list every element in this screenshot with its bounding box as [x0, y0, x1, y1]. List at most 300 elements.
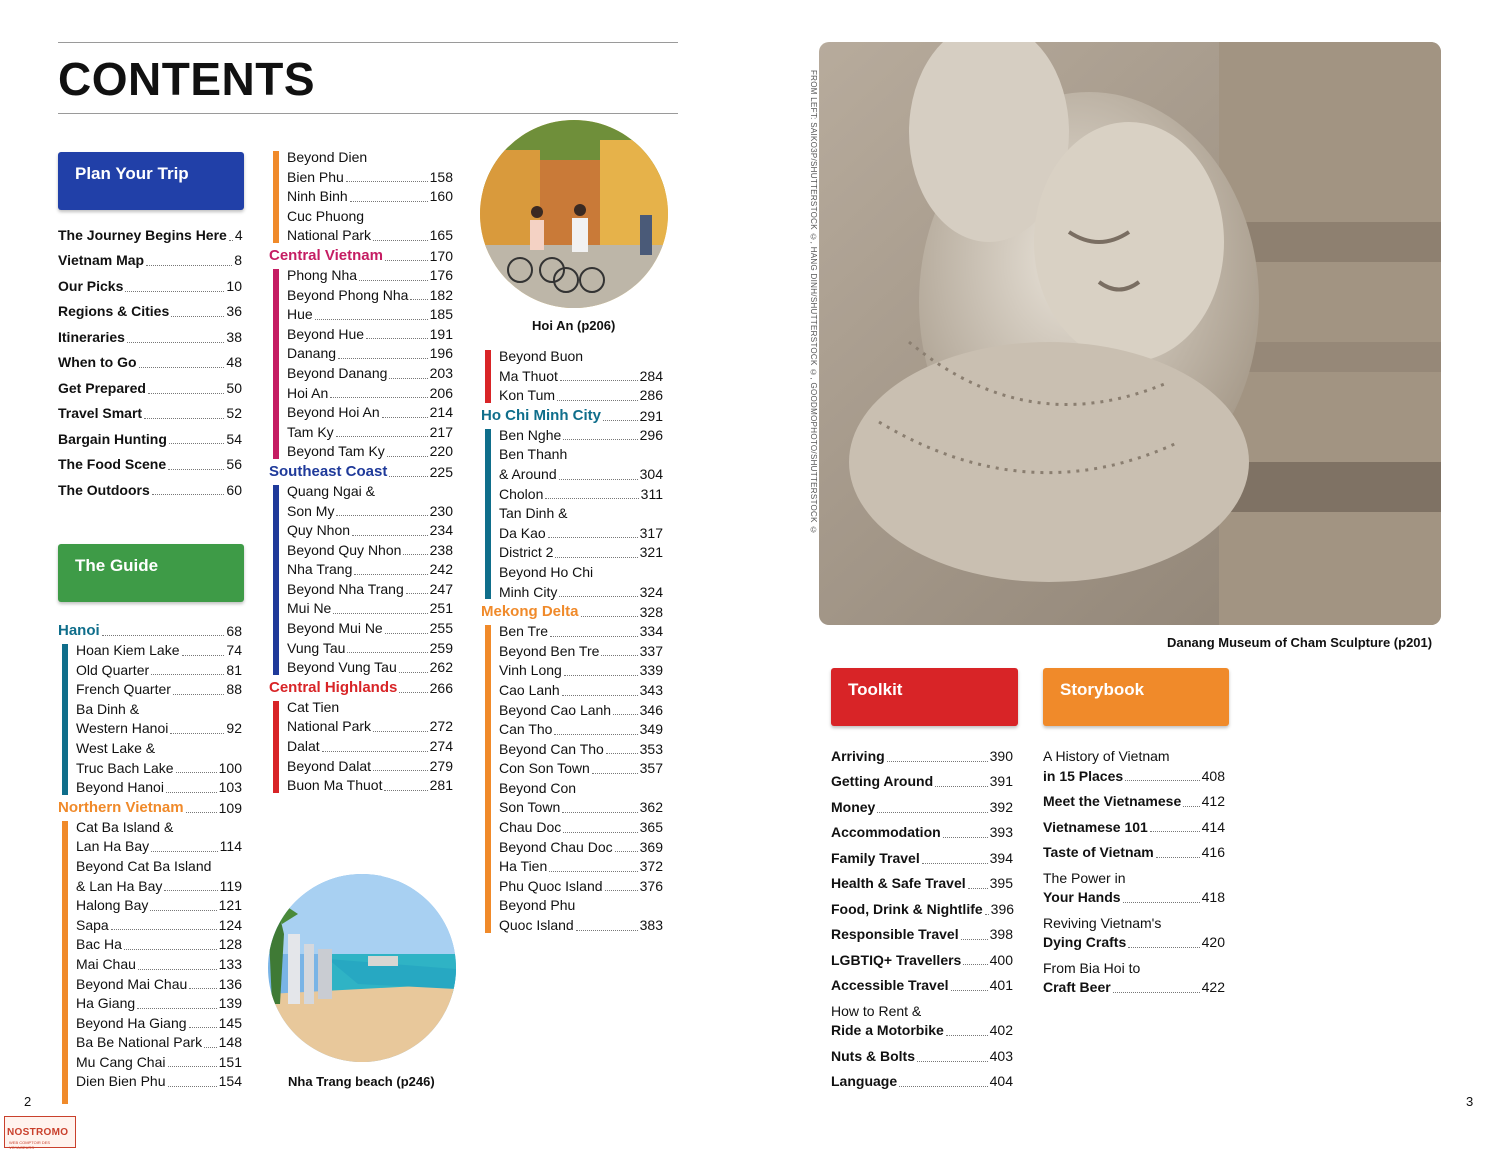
danang-caption: Danang Museum of Cham Sculpture (p201) — [1167, 635, 1433, 650]
region-southeast-coast[interactable]: Southeast Coast 225 — [269, 462, 453, 480]
logo-tagline: WEB COMPTOIR DES VOYAGEURS — [9, 1140, 51, 1150]
dot-leader — [1156, 857, 1200, 858]
toc-entry[interactable] — [76, 935, 242, 955]
toc-entry-title: Truc Bach Lake — [76, 759, 174, 776]
toc-entry-page: 10 — [226, 277, 242, 294]
toc-entry-first-line: Beyond Ho Chi — [499, 563, 594, 580]
toc-entry[interactable] — [76, 739, 242, 778]
toc-entry-page: 217 — [429, 423, 453, 440]
toc-entry-title: Sapa — [76, 916, 109, 933]
region-northern-vietnam[interactable]: Northern Vietnam 109 — [58, 798, 242, 816]
dot-leader — [410, 299, 427, 300]
toc-entry-title: Ha Giang — [76, 995, 136, 1012]
toc-entry-title: Old Quarter — [76, 661, 150, 678]
dot-leader — [139, 367, 225, 368]
toc-entry-title: Mai Chau — [76, 955, 136, 972]
toc-entry-title: Bac Ha — [76, 936, 122, 953]
toc-entry[interactable] — [58, 226, 242, 246]
dot-leader — [985, 914, 989, 915]
toc-entry-page: 50 — [226, 379, 242, 396]
dot-leader — [330, 397, 427, 398]
dot-leader — [373, 770, 428, 771]
toc-entry[interactable] — [831, 874, 1013, 894]
toc-entry-page: 404 — [989, 1073, 1013, 1090]
toc-entry-first-line: Quang Ngai & — [287, 482, 375, 499]
toc-entry-title: Ma Thuot — [499, 367, 558, 384]
toc-entry[interactable] — [831, 951, 1013, 971]
dot-leader — [963, 964, 987, 965]
toc-entry-page: 220 — [429, 443, 453, 460]
dot-leader — [189, 1027, 217, 1028]
dot-leader — [613, 714, 638, 715]
toc-entry[interactable] — [287, 580, 453, 600]
toc-entry[interactable] — [499, 838, 663, 858]
toc-entry-page: 133 — [218, 955, 242, 972]
toc-entry-page: 420 — [1201, 934, 1225, 951]
toc-entry[interactable] — [76, 680, 242, 700]
region-hanoi[interactable]: Hanoi 68 — [58, 622, 242, 639]
toc-entry-page: 262 — [429, 659, 453, 676]
hoi-an-photo — [480, 120, 668, 308]
toc-entry[interactable] — [499, 543, 663, 563]
toc-entry[interactable] — [287, 148, 453, 187]
toc-entry-title: Con Son Town — [499, 760, 590, 777]
toc-entry-title: Beyond Ben Tre — [499, 642, 600, 659]
dot-leader — [382, 417, 428, 418]
region-central-highlands[interactable]: Central Highlands 266 — [269, 678, 453, 696]
toc-entry-title: Da Kao — [499, 524, 546, 541]
toc-entry-title: Ben Tre — [499, 623, 549, 640]
toc-entry-title: Ba Be National Park — [76, 1034, 203, 1051]
dot-leader — [917, 1061, 988, 1062]
northern-group — [76, 818, 242, 1092]
toc-entry[interactable] — [499, 681, 663, 701]
toc-entry[interactable] — [58, 404, 242, 424]
toc-entry-page: 238 — [429, 541, 453, 558]
toc-entry[interactable] — [831, 1002, 1013, 1041]
toc-entry[interactable] — [287, 403, 453, 423]
toc-entry-title: Beyond Danang — [287, 364, 388, 381]
toc-entry-title: Beyond Phong Nha — [287, 286, 409, 303]
toc-entry-page: 100 — [218, 759, 242, 776]
toc-entry[interactable] — [287, 698, 453, 737]
toc-entry[interactable] — [499, 347, 663, 386]
toc-entry-title: Dien Bien Phu — [76, 1073, 166, 1090]
toc-entry-first-line: Cat Ba Island & — [76, 818, 174, 835]
dot-leader — [336, 436, 428, 437]
title-rule — [58, 113, 678, 114]
toc-entry[interactable] — [499, 779, 663, 818]
toc-entry[interactable] — [287, 187, 453, 207]
toc-entry-page: 251 — [429, 600, 453, 617]
storybook-button[interactable]: Storybook — [1043, 668, 1229, 726]
central-group — [287, 266, 453, 462]
toc-entry[interactable] — [287, 266, 453, 286]
toc-entry[interactable] — [76, 857, 242, 896]
toc-entry-title: Beyond Ha Giang — [76, 1014, 187, 1031]
right-page-number: 3 — [1466, 1094, 1474, 1109]
dot-leader — [559, 596, 637, 597]
toc-entry[interactable] — [76, 1072, 242, 1092]
toc-entry[interactable] — [1043, 869, 1225, 908]
toc-entry-page: 160 — [429, 188, 453, 205]
southeast-group — [287, 482, 453, 678]
northern-cont-group — [287, 148, 453, 246]
toc-entry[interactable] — [287, 658, 453, 678]
toc-entry-title: Vinh Long — [499, 662, 562, 679]
toc-entry-title: French Quarter — [76, 681, 171, 698]
dot-leader — [562, 695, 638, 696]
toc-entry[interactable] — [76, 1014, 242, 1034]
toc-entry-title: Nha Trang — [287, 561, 353, 578]
toc-entry-page: 154 — [218, 1073, 242, 1090]
toc-entry[interactable] — [58, 353, 242, 373]
toc-entry[interactable] — [499, 485, 663, 505]
toc-entry[interactable] — [58, 302, 242, 322]
top-rule — [58, 42, 678, 43]
toc-entry[interactable] — [499, 818, 663, 838]
toc-entry-first-line: Tan Dinh & — [499, 505, 568, 522]
toc-entry[interactable] — [58, 481, 242, 501]
dot-leader — [406, 593, 428, 594]
toc-entry-title: Quy Nhon — [287, 522, 351, 539]
the-guide-button[interactable]: The Guide — [58, 544, 244, 602]
toc-entry[interactable] — [76, 700, 242, 739]
toc-entry[interactable] — [58, 328, 242, 348]
toc-entry-page: 324 — [639, 583, 663, 600]
toc-entry[interactable] — [499, 622, 663, 642]
toc-entry-page: 255 — [429, 620, 453, 637]
toc-entry[interactable] — [287, 599, 453, 619]
toc-entry-first-line: Cuc Phuong — [287, 207, 365, 224]
toc-entry[interactable] — [1043, 914, 1225, 953]
dot-leader — [1123, 902, 1200, 903]
plan-your-trip-button[interactable]: Plan Your Trip — [58, 152, 244, 210]
toc-entry-title: Lan Ha Bay — [76, 838, 150, 855]
toc-entry-title: Beyond Tam Ky — [287, 443, 385, 460]
toolkit-button[interactable]: Toolkit — [831, 668, 1018, 726]
toc-entry-page: 343 — [639, 681, 663, 698]
dot-leader — [1128, 947, 1199, 948]
toc-entry-first-line: The Power in — [1043, 869, 1126, 886]
toc-entry[interactable] — [58, 251, 242, 271]
dot-leader — [164, 890, 217, 891]
toc-entry[interactable] — [1043, 747, 1225, 786]
toc-entry-first-line: Beyond Phu — [499, 897, 576, 914]
toc-entry-title: Beyond Nha Trang — [287, 580, 404, 597]
toc-entry[interactable] — [287, 521, 453, 541]
dot-leader — [576, 930, 638, 931]
toc-entry-page: 394 — [989, 849, 1013, 866]
toc-entry[interactable] — [499, 642, 663, 662]
dot-leader — [384, 790, 427, 791]
toc-entry-page: 38 — [226, 328, 242, 345]
hoi-an-caption: Hoi An (p206) — [532, 318, 616, 333]
toc-entry-title: Can Tho — [499, 721, 553, 738]
dot-leader — [387, 456, 428, 457]
toc-entry-first-line: Beyond Dien — [287, 149, 368, 165]
toc-entry-title: Son My — [287, 502, 335, 519]
toc-entry[interactable] — [287, 384, 453, 404]
toc-entry[interactable] — [58, 379, 242, 399]
toc-entry[interactable] — [287, 207, 453, 246]
toc-entry-page: 259 — [429, 639, 453, 656]
toc-entry[interactable] — [287, 325, 453, 345]
toc-entry-page: 369 — [639, 838, 663, 855]
toc-entry-page: 383 — [639, 917, 663, 934]
plan-list — [58, 226, 242, 500]
dot-leader — [173, 694, 224, 695]
toc-entry-page: 279 — [429, 757, 453, 774]
toc-entry[interactable] — [499, 896, 663, 935]
dot-leader — [168, 469, 224, 470]
toc-entry-title: Son Town — [499, 799, 561, 816]
toc-entry-title: LGBTIQ+ Travellers — [831, 951, 962, 968]
toc-entry-page: 418 — [1201, 889, 1225, 906]
dot-leader — [152, 494, 225, 495]
toc-entry-first-line: Beyond Con — [499, 779, 577, 796]
toc-entry[interactable] — [58, 277, 242, 297]
toc-entry-first-line: Ba Dinh & — [76, 700, 140, 717]
toc-entry-title: Kon Tum — [499, 387, 556, 404]
column-3 — [481, 347, 663, 936]
toc-entry-page: 136 — [218, 975, 242, 992]
nha-trang-illustration — [268, 874, 456, 1062]
toc-entry-title: Bargain Hunting — [58, 430, 167, 447]
dot-leader — [1125, 780, 1199, 781]
toc-entry[interactable] — [499, 661, 663, 681]
dot-leader — [146, 265, 232, 266]
dot-leader — [935, 786, 988, 787]
toc-entry-title: Craft Beer — [1043, 979, 1111, 996]
dot-leader — [168, 1086, 217, 1087]
dot-leader — [560, 380, 638, 381]
toc-entry[interactable] — [499, 563, 663, 602]
toc-entry[interactable] — [287, 541, 453, 561]
toc-entry-title: Phu Quoc Island — [499, 877, 603, 894]
toc-entry[interactable] — [1043, 792, 1225, 812]
region-mekong-delta[interactable]: Mekong Delta 328 — [481, 603, 663, 621]
toc-entry[interactable] — [76, 994, 242, 1014]
toc-entry[interactable] — [499, 386, 663, 406]
toc-entry-title: Money — [831, 798, 876, 815]
toc-entry[interactable] — [287, 776, 453, 796]
toc-entry[interactable] — [831, 925, 1013, 945]
toc-entry-title: Beyond Hoi An — [287, 404, 380, 421]
toc-entry[interactable] — [1043, 843, 1225, 863]
toc-entry-title: National Park — [287, 227, 372, 244]
toc-entry[interactable] — [287, 364, 453, 384]
dot-leader — [144, 418, 224, 419]
toc-entry[interactable] — [831, 747, 1013, 767]
toc-entry[interactable] — [287, 286, 453, 306]
toc-entry-page: 128 — [218, 936, 242, 953]
dot-leader — [166, 792, 217, 793]
toc-entry[interactable] — [76, 778, 242, 798]
toc-entry-page: 337 — [639, 642, 663, 659]
toc-entry-title: Language — [831, 1073, 898, 1090]
dot-leader — [545, 498, 638, 499]
dot-leader — [548, 537, 638, 538]
toc-entry[interactable] — [499, 759, 663, 779]
hcmc-group — [499, 426, 663, 602]
toc-entry[interactable] — [287, 423, 453, 443]
toc-entry-page: 242 — [429, 561, 453, 578]
toc-entry-title: Beyond Mui Ne — [287, 620, 383, 637]
toc-entry[interactable] — [1043, 959, 1225, 998]
photo-credit: FROM LEFT: SAIKO3P/SHUTTERSTOCK ©, HANG DINH/SHUTTERSTOCK ©, GOODMOPHOTO/SHUTTERSTOCK © — [809, 70, 818, 535]
dot-leader — [189, 988, 216, 989]
toc-entry-title: Beyond Hue — [287, 325, 365, 342]
nha-trang-caption: Nha Trang beach (p246) — [288, 1074, 435, 1089]
toc-entry[interactable] — [1043, 818, 1225, 838]
toc-entry-title: Itineraries — [58, 328, 125, 345]
toc-entry[interactable] — [287, 619, 453, 639]
dot-leader — [350, 201, 428, 202]
toc-entry[interactable] — [499, 740, 663, 760]
toc-entry[interactable] — [499, 504, 663, 543]
toc-entry-title: Our Picks — [58, 277, 124, 294]
toc-entry-page: 304 — [639, 465, 663, 482]
toc-entry-title: Minh City — [499, 583, 558, 600]
column-1 — [58, 621, 242, 1092]
toc-entry[interactable] — [831, 798, 1013, 818]
toc-entry-first-line: How to Rent & — [831, 1002, 922, 1019]
dot-leader — [373, 731, 428, 732]
toc-entry[interactable] — [76, 896, 242, 916]
toc-entry[interactable] — [499, 426, 663, 446]
toc-entry-title: Family Travel — [831, 849, 920, 866]
toc-entry-page: 206 — [429, 384, 453, 401]
toc-entry[interactable] — [499, 445, 663, 484]
dot-leader — [168, 1066, 217, 1067]
dot-leader — [946, 1035, 988, 1036]
toc-entry[interactable] — [831, 849, 1013, 869]
toc-entry[interactable] — [76, 641, 242, 661]
dot-leader — [554, 734, 637, 735]
toc-entry[interactable] — [76, 818, 242, 857]
page-title: CONTENTS — [58, 53, 315, 105]
toc-entry-title: Nuts & Bolts — [831, 1047, 915, 1064]
toc-entry[interactable] — [58, 455, 242, 475]
toc-entry-page: 416 — [1201, 844, 1225, 861]
toc-entry-title: Accessible Travel — [831, 977, 949, 994]
toc-entry-page: 414 — [1201, 818, 1225, 835]
toc-entry-page: 139 — [218, 995, 242, 1012]
dot-leader — [403, 554, 427, 555]
toc-entry-page: 92 — [226, 720, 242, 737]
toc-entry-page: 56 — [226, 456, 242, 473]
toc-entry[interactable] — [499, 877, 663, 897]
toc-entry-title: Tam Ky — [287, 423, 334, 440]
toc-entry-first-line: Beyond Cat Ba Island — [76, 857, 212, 874]
toc-entry[interactable] — [831, 1072, 1013, 1092]
toc-entry-title: Arriving — [831, 748, 885, 764]
dot-leader — [1150, 831, 1200, 832]
dot-leader — [564, 675, 638, 676]
toc-entry-page: 311 — [640, 485, 663, 502]
dot-leader — [322, 751, 428, 752]
toc-entry-title: Mu Cang Chai — [76, 1053, 166, 1070]
toc-entry-title: Vietnam Map — [58, 252, 145, 269]
dot-leader — [125, 291, 224, 292]
toc-entry[interactable] — [76, 1033, 242, 1053]
toc-entry[interactable] — [831, 976, 1013, 996]
toc-entry[interactable] — [76, 661, 242, 681]
region-ho-chi-minh-city[interactable]: Ho Chi Minh City 291 — [481, 406, 663, 424]
dot-leader — [124, 949, 217, 950]
toc-entry[interactable] — [76, 955, 242, 975]
toc-entry[interactable] — [58, 430, 242, 450]
toc-entry-page: 403 — [989, 1047, 1013, 1064]
toc-entry[interactable] — [831, 772, 1013, 792]
toc-entry[interactable] — [831, 900, 1013, 920]
toc-entry-title: Vung Tau — [287, 639, 346, 656]
toc-entry-page: 321 — [639, 544, 663, 561]
toc-entry-page: 391 — [989, 773, 1013, 790]
toc-entry[interactable] — [499, 720, 663, 740]
cham-sculpture-illustration — [819, 42, 1441, 625]
toc-entry-title: Ben Nghe — [499, 426, 562, 443]
toc-entry-first-line: Cat Tien — [287, 698, 340, 715]
toc-entry[interactable] — [499, 857, 663, 877]
toc-entry-title: Hoan Kiem Lake — [76, 642, 180, 658]
toc-entry[interactable] — [287, 442, 453, 462]
toc-entry-page: 408 — [1201, 767, 1225, 784]
toc-entry[interactable] — [287, 639, 453, 659]
toc-entry-page: 196 — [429, 345, 453, 362]
toc-entry[interactable] — [287, 757, 453, 777]
toc-entry-page: 234 — [429, 522, 453, 539]
toc-entry-page: 281 — [429, 777, 453, 794]
toc-entry-title: Beyond Vung Tau — [287, 659, 397, 676]
toc-entry[interactable] — [76, 1053, 242, 1073]
dot-leader — [373, 240, 428, 241]
dot-leader — [346, 181, 428, 182]
toc-entry-page: 36 — [226, 303, 242, 320]
toc-entry-title: Meet the Vietnamese — [1043, 793, 1182, 810]
toc-entry-page: 402 — [989, 1022, 1013, 1039]
toc-entry[interactable] — [76, 975, 242, 995]
toc-entry[interactable] — [287, 305, 453, 325]
toc-entry-page: 393 — [989, 824, 1013, 841]
toc-entry-page: 88 — [226, 681, 242, 698]
toc-entry[interactable] — [499, 701, 663, 721]
toc-entry[interactable] — [287, 737, 453, 757]
toc-entry-title: Getting Around — [831, 773, 934, 790]
toc-entry[interactable] — [287, 344, 453, 364]
toc-entry[interactable] — [287, 482, 453, 521]
dot-leader — [877, 812, 987, 813]
toc-entry[interactable] — [287, 560, 453, 580]
dot-leader — [899, 1086, 988, 1087]
region-central-vietnam[interactable]: Central Vietnam 170 — [269, 246, 453, 264]
toc-entry-title: Ha Tien — [499, 858, 548, 875]
toc-entry[interactable] — [831, 1047, 1013, 1067]
toc-entry[interactable] — [76, 916, 242, 936]
nha-trang-photo — [268, 874, 456, 1062]
toc-entry-title: When to Go — [58, 354, 137, 371]
toc-entry[interactable] — [831, 823, 1013, 843]
toc-entry-title: Cao Lanh — [499, 681, 560, 698]
toc-entry-page: 346 — [639, 701, 663, 718]
toc-entry-page: 286 — [639, 387, 663, 404]
dot-leader — [333, 613, 427, 614]
toc-entry-title: Your Hands — [1043, 889, 1121, 906]
toc-entry-page: 148 — [218, 1034, 242, 1051]
dot-leader — [615, 851, 638, 852]
toc-entry-title: Halong Bay — [76, 897, 149, 914]
